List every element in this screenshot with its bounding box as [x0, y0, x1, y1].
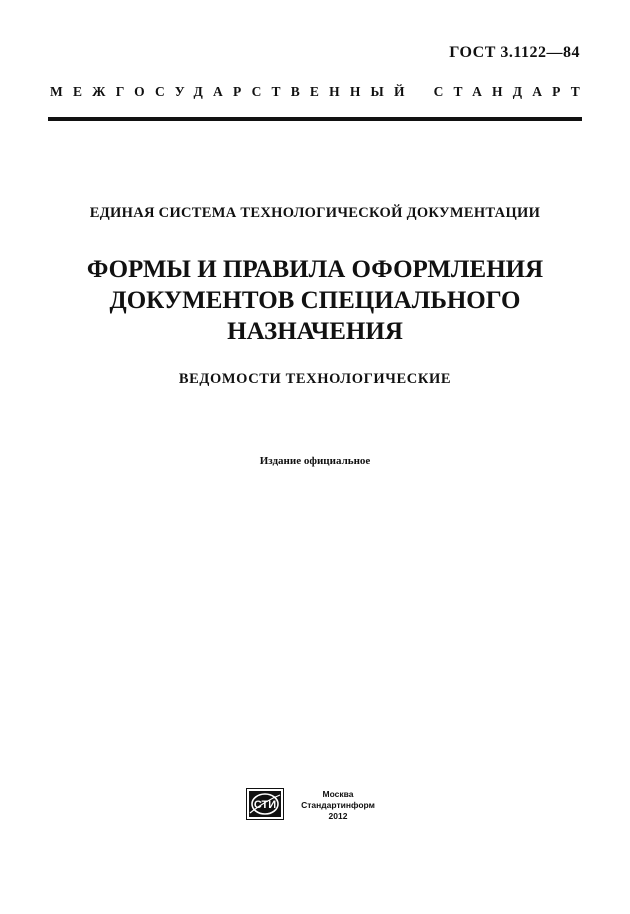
- title-line-2: ДОКУМЕНТОВ СПЕЦИАЛЬНОГО: [109, 287, 521, 314]
- header-interstate-label: МЕЖГОСУДАРСТВЕННЫЙ: [50, 84, 415, 99]
- header-divider: [48, 117, 582, 121]
- document-subtitle: ВЕДОМОСТИ ТЕХНОЛОГИЧЕСКИЕ: [178, 371, 452, 387]
- series-title: ЕДИНАЯ СИСТЕМА ТЕХНОЛОГИЧЕСКОЙ ДОКУМЕНТАЦИИ: [89, 205, 541, 221]
- header-standard-label: СТАНДАРТ: [433, 84, 590, 99]
- standard-header: [50, 84, 590, 104]
- logo-mark-text: СТИ: [253, 799, 277, 811]
- title-line-1: ФОРМЫ И ПРАВИЛА ОФОРМЛЕНИЯ: [86, 256, 544, 283]
- publisher-name: Стандартинформ: [301, 800, 375, 810]
- standartinform-logo-icon: [246, 788, 284, 820]
- publisher-block: [293, 789, 383, 822]
- publisher-city: Москва: [322, 789, 354, 799]
- title-line-3: НАЗНАЧЕНИЯ: [227, 318, 403, 345]
- document-title: [0, 254, 630, 347]
- publisher-year: 2012: [328, 811, 348, 821]
- edition-note: Издание официальное: [259, 455, 371, 467]
- gost-code: ГОСТ 3.1122—84: [449, 44, 580, 61]
